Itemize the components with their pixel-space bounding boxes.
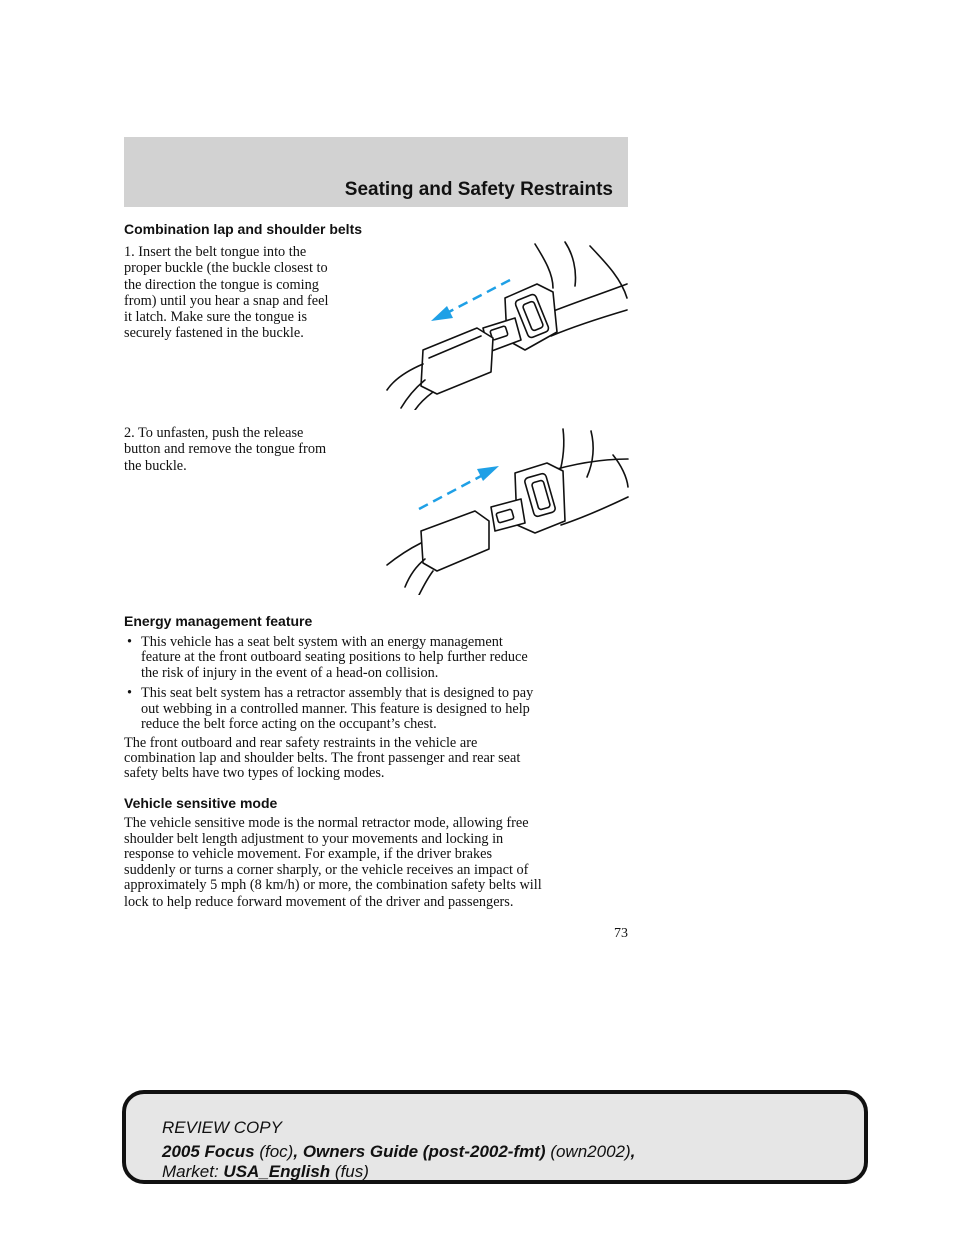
footer-separator: , xyxy=(293,1142,299,1161)
unfasten-arrow xyxy=(419,466,499,509)
text-line: from) until you hear a snap and feel xyxy=(124,292,329,309)
energy-bullet-list xyxy=(124,635,624,737)
footer-model: 2005 Focus xyxy=(162,1142,255,1161)
footer-model-code: (foc) xyxy=(259,1142,294,1161)
text-line: safety belts have two types of locking modes. xyxy=(124,765,385,782)
energy-paragraph xyxy=(124,736,624,782)
text-line: feature at the front outboard seating positions to help further reduce xyxy=(141,649,528,666)
footer-guide: Owners Guide (post-2002-fmt) xyxy=(302,1142,546,1161)
header-band xyxy=(124,137,628,207)
step1-text xyxy=(124,244,384,342)
text-line: the buckle. xyxy=(124,457,187,474)
text-line: it latch. Make sure the tongue is xyxy=(124,309,308,326)
text-line: response to vehicle movement. For example, if the driver brakes xyxy=(124,846,493,863)
footer-line-3 xyxy=(162,1162,369,1182)
text-line: reduce the belt force acting on the occupant’s chest. xyxy=(141,716,437,733)
text-line: shoulder belt length adjustment to your movements and locking in xyxy=(124,830,504,847)
footer-market: USA_English xyxy=(223,1162,331,1181)
review-copy-label: REVIEW COPY xyxy=(162,1118,282,1137)
list-item xyxy=(124,686,624,732)
bullet-marker: • xyxy=(127,634,133,650)
text-line: 2. To unfasten, push the release xyxy=(124,425,304,441)
page-title: Seating and Safety Restraints xyxy=(344,179,613,200)
text-line: This vehicle has a seat belt system with an energy management xyxy=(141,634,503,650)
text-line: This seat belt system has a retractor assembly that is designed to pay xyxy=(141,685,534,702)
review-copy-footer xyxy=(122,1090,868,1184)
footer-guide-code: (own2002) xyxy=(550,1142,631,1161)
footer-market-label: Market: xyxy=(162,1162,219,1181)
section-heading-energy: Energy management feature xyxy=(124,613,313,629)
text-line: combination lap and shoulder belts. The front passenger and rear seat xyxy=(124,750,521,767)
text-line: button and remove the tongue from xyxy=(124,441,327,458)
section-heading-combination: Combination lap and shoulder belts xyxy=(124,221,363,237)
text-line: the risk of injury in the event of a head-on collision. xyxy=(141,664,439,681)
list-item xyxy=(124,635,624,681)
section-heading-vehicle-sensitive: Vehicle sensitive mode xyxy=(124,795,278,811)
text-line: approximately 5 mph (8 km/h) or more, the combination safety belts will xyxy=(124,877,542,894)
text-line: the direction the tongue is coming xyxy=(124,276,319,293)
seatbelt-fasten-illustration xyxy=(385,240,630,410)
text-line: lock to help reduce forward movement of the driver and passengers. xyxy=(124,893,514,910)
seatbelt-unfasten-illustration xyxy=(385,425,630,595)
text-line: out webbing in a controlled manner. This feature is designed to help xyxy=(141,700,530,717)
bullet-marker: • xyxy=(127,685,133,702)
text-line: proper buckle (the buckle closest to xyxy=(124,260,328,277)
text-line: The vehicle sensitive mode is the normal retractor mode, allowing free xyxy=(124,815,529,831)
footer-market-code: (fus) xyxy=(334,1162,369,1181)
page-number: 73 xyxy=(614,926,628,941)
fasten-arrow xyxy=(431,280,510,321)
text-line: suddenly or turns a corner sharply, or the vehicle receives an impact of xyxy=(124,861,529,878)
step2-text xyxy=(124,425,384,474)
footer-line-1 xyxy=(162,1118,282,1138)
vehicle-sensitive-paragraph xyxy=(124,816,629,911)
text-line: securely fastened in the buckle. xyxy=(124,325,304,342)
text-line: The front outboard and rear safety restraints in the vehicle are xyxy=(124,735,478,751)
footer-line-2 xyxy=(162,1142,635,1162)
footer-separator: , xyxy=(630,1142,636,1161)
text-line: 1. Insert the belt tongue into the xyxy=(124,244,307,260)
